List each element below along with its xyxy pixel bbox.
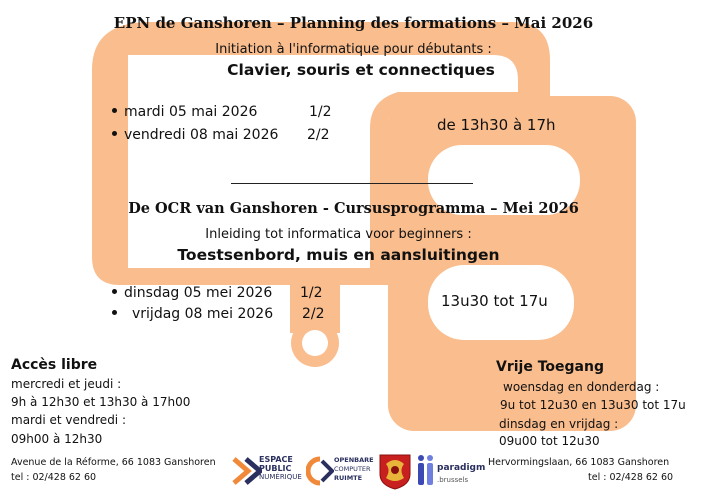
paradigm-sub: .brussels xyxy=(437,476,469,484)
title-fr: EPN de Ganshoren – Planning des formations – Mai 2026 xyxy=(113,14,594,32)
access-line-nl: dinsdag en vrijdag : xyxy=(499,417,619,431)
session-fr-2 xyxy=(112,127,278,143)
ocr-mark-icon xyxy=(306,455,334,487)
ocr-logo-line: RUIMTE xyxy=(334,474,363,482)
paradigm-name: paradigm xyxy=(437,463,486,473)
session-date: vendredi 08 mai 2026 xyxy=(124,127,279,143)
epn-logo xyxy=(232,452,302,490)
address-fr: Avenue de la Réforme, 66 1083 Ganshoren xyxy=(11,457,216,468)
ocr-logo-line: OPENBARE xyxy=(334,456,374,464)
access-line-nl: 9u tot 12u30 en 13u30 tot 17u xyxy=(500,398,686,412)
access-heading-fr: Accès libre xyxy=(11,357,98,373)
phone-nl: tel : 02/428 62 60 xyxy=(588,472,674,483)
course-title-nl: Toestsenbord, muis en aansluitingen xyxy=(177,246,500,264)
bullet-icon xyxy=(112,289,117,294)
time-fr: de 13h30 à 17h xyxy=(437,116,556,134)
ganshoren-coat-of-arms-icon xyxy=(377,452,413,490)
access-line-nl: woensdag en donderdag : xyxy=(503,380,660,394)
session-part: 2/2 xyxy=(302,306,325,322)
access-line-nl: 09u00 tot 12u30 xyxy=(499,434,600,448)
bullet-icon xyxy=(112,310,117,315)
session-part: 1/2 xyxy=(300,285,323,301)
phone-fr: tel : 02/428 62 60 xyxy=(11,472,97,483)
subtitle-nl: Inleiding tot informatica voor beginners : xyxy=(205,227,472,242)
session-date: mardi 05 mai 2026 xyxy=(124,104,258,120)
subtitle-fr: Initiation à l'informatique pour débutants : xyxy=(215,42,492,57)
paradigm-mark-icon xyxy=(417,454,439,488)
title-nl: De OCR van Ganshoren - Cursusprogramma – Mei 2026 xyxy=(128,200,579,217)
epn-mark-icon xyxy=(232,455,262,487)
time-nl: 13u30 tot 17u xyxy=(441,292,548,310)
access-heading-nl: Vrije Toegang xyxy=(496,359,604,375)
access-line-fr: 9h à 12h30 et 13h30 à 17h00 xyxy=(11,395,191,409)
access-line-fr: mardi et vendredi : xyxy=(11,413,127,427)
session-fr-1 xyxy=(112,104,257,120)
ocr-logo xyxy=(306,452,376,490)
paradigm-logo xyxy=(417,452,489,490)
section-divider xyxy=(231,183,473,184)
ocr-logo-line: COMPUTER xyxy=(334,465,371,473)
session-date: vrijdag 08 mei 2026 xyxy=(132,306,274,322)
session-part: 1/2 xyxy=(309,104,332,120)
access-line-fr: mercredi et jeudi : xyxy=(11,377,122,391)
epn-logo-line: NUMÉRIQUE xyxy=(259,473,302,481)
session-part: 2/2 xyxy=(307,127,330,143)
epn-logo-line: PUBLIC xyxy=(259,464,292,473)
course-title-fr: Clavier, souris et connectiques xyxy=(227,61,495,79)
address-nl: Hervormingslaan, 66 1083 Ganshoren xyxy=(488,457,670,468)
session-nl-2 xyxy=(112,306,273,322)
bullet-icon xyxy=(112,131,117,136)
epn-logo-line: ESPACE xyxy=(259,455,293,464)
bullet-icon xyxy=(112,108,117,113)
session-nl-1 xyxy=(112,285,272,301)
session-date: dinsdag 05 mei 2026 xyxy=(124,285,273,301)
access-line-fr: 09h00 à 12h30 xyxy=(11,432,103,446)
